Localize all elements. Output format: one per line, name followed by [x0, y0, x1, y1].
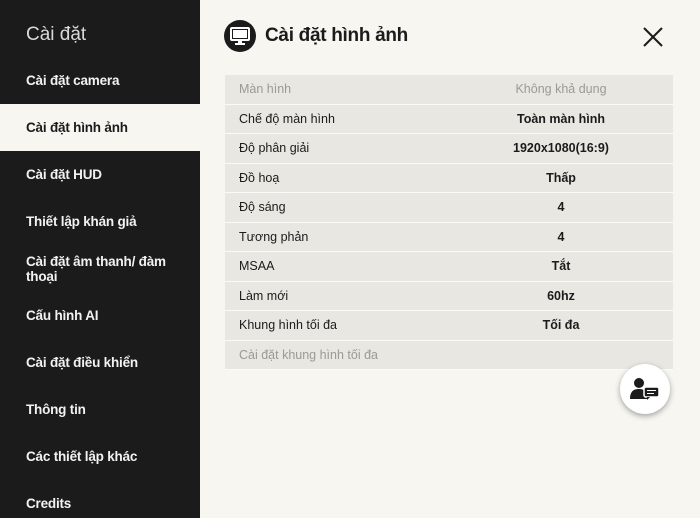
setting-label: MSAA: [239, 259, 275, 274]
setting-row-max-framerate-config: [225, 341, 673, 371]
setting-row-refresh-rate[interactable]: [225, 282, 673, 312]
setting-value[interactable]: Tối đa: [542, 318, 580, 333]
setting-value[interactable]: 1920x1080(16:9): [513, 141, 609, 156]
sidebar-item-controls[interactable]: Cài đặt điều khiển: [26, 355, 138, 370]
main-panel: [200, 0, 700, 518]
sidebar-item-graphics[interactable]: Cài đặt hình ảnh: [0, 104, 200, 151]
setting-label: Màn hình: [239, 82, 292, 97]
sidebar-item-camera[interactable]: Cài đặt camera: [26, 73, 120, 88]
setting-value[interactable]: Tắt: [551, 259, 571, 274]
close-button[interactable]: [640, 24, 666, 50]
chat-button[interactable]: [620, 364, 670, 414]
sidebar-item-audio-voice[interactable]: Cài đặt âm thanh/ đàm thoại: [26, 253, 166, 284]
sidebar-item-info[interactable]: Thông tin: [26, 402, 86, 417]
setting-label: Cài đặt khung hình tối đa: [239, 347, 378, 362]
setting-value[interactable]: Thấp: [546, 170, 576, 185]
setting-value[interactable]: 4: [557, 229, 565, 244]
setting-row-brightness[interactable]: [225, 193, 673, 223]
sidebar-menu: [0, 57, 200, 518]
user-chat-icon: [630, 376, 660, 402]
monitor-icon: [224, 20, 256, 52]
settings-table: [225, 75, 673, 370]
setting-row-graphics-quality[interactable]: [225, 164, 673, 194]
sidebar-item-hud[interactable]: Cài đặt HUD: [26, 167, 102, 182]
sidebar-title: Cài đặt: [26, 24, 87, 45]
setting-row-screen-mode[interactable]: [225, 105, 673, 135]
setting-label: Chế độ màn hình: [239, 111, 335, 126]
setting-label: Khung hình tối đa: [239, 318, 337, 333]
sidebar-item-audience[interactable]: Thiết lập khán giả: [26, 214, 137, 229]
setting-label: Tương phản: [239, 229, 309, 244]
sidebar: [0, 0, 200, 518]
setting-row-resolution[interactable]: [225, 134, 673, 164]
page-title: Cài đặt hình ảnh: [265, 25, 408, 46]
panel-header: [224, 20, 408, 52]
setting-label: Độ sáng: [239, 200, 286, 215]
sidebar-item-ai-config[interactable]: Cấu hình AI: [26, 308, 99, 323]
setting-row-display: [225, 75, 673, 105]
setting-label: Đồ hoạ: [239, 170, 280, 185]
setting-value[interactable]: 60hz: [547, 288, 575, 303]
setting-row-msaa[interactable]: [225, 252, 673, 282]
sidebar-item-credits[interactable]: Credits: [26, 496, 72, 511]
setting-row-contrast[interactable]: [225, 223, 673, 253]
close-icon: [640, 24, 666, 50]
setting-label: Làm mới: [239, 288, 289, 303]
setting-label: Độ phân giải: [239, 141, 310, 156]
setting-value: Không khả dụng: [515, 82, 607, 97]
setting-value[interactable]: Toàn màn hình: [517, 111, 605, 126]
setting-value[interactable]: 4: [557, 200, 565, 215]
setting-row-max-framerate[interactable]: [225, 311, 673, 341]
sidebar-item-other-settings[interactable]: Các thiết lập khác: [26, 449, 138, 464]
